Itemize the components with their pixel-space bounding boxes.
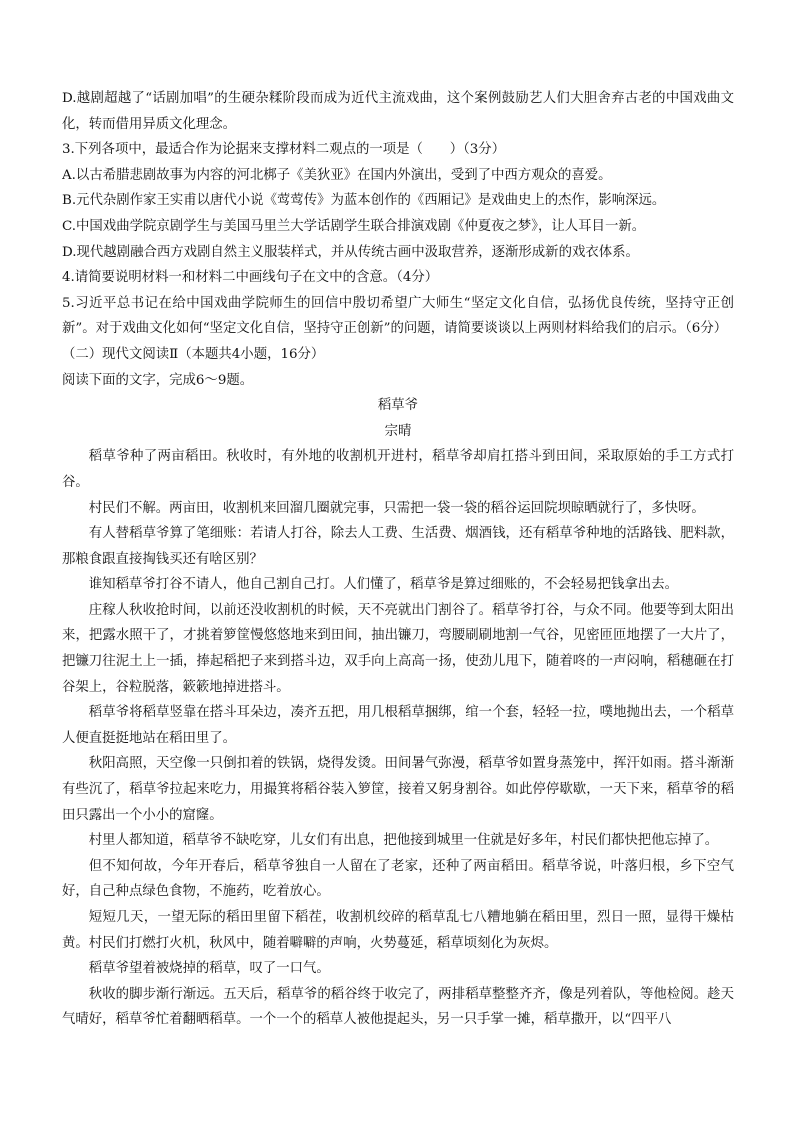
- article-paragraph: 秋收的脚步渐行渐远。五天后，稻草爷的稻谷终于收完了，两排稻草整整齐齐，像是列着队，等他检阅。趁天气晴好，稻草爷忙着翻晒稻草。一个一个的稻草人被他提起头，另一只手掌一摊，稻草撒开，以“四平八: [62, 986, 734, 1028]
- q4: 4.请简要说明材料一和材料二中画线句子在文中的含意。（4分）: [62, 270, 439, 286]
- article-paragraph: 有人替稻草爷算了笔细账：若请人打谷，除去人工费、生活费、烟酒钱，还有稻草爷种地的活路钱、肥料款，那粮食跟直接掏钱买还有啥区别？: [62, 526, 734, 567]
- q3-option-d: D.现代越剧融合西方戏剧自然主义服装样式，并从传统古画中汲取营养，逐渐形成新的戏衣体系。: [62, 244, 639, 260]
- article-paragraph: 庄稼人秋收抢时间，以前还没收割机的时候，天不亮就出门割谷了。稻草爷打谷，与众不同。他要等到太阳出来，把露水照干了，才挑着箩筐慢悠悠地来到田间，抽出镰刀，弯腰刷刷地割一气谷，见密匝匝地摆了一大片了，把镰刀往泥土上一插，捧起稻把子来到搭斗边，双手向上高高一扬，使劲儿甩下，随着咚的一声闷响，稻穗砸在打谷架上，谷粒脱落，簌簌地掉进搭斗。: [62, 602, 734, 695]
- article-paragraph: 短短几天，一望无际的稻田里留下稻茬，收割机绞碎的稻草乱七八糟地躺在稻田里，烈日一照，显得干燥枯黄。村民们打燃打火机，秋风中，随着噼噼的声响，火势蔓延，稻草顷刻化为灰烬。: [62, 910, 734, 951]
- article-paragraph: 谁知稻草爷打谷不请人，他自己割自己打。人们懂了，稻草爷是算过细账的，不会轻易把钱拿出去。: [88, 577, 678, 593]
- q3-option-c: C.中国戏曲学院京剧学生与美国马里兰大学话剧学生联合排演戏剧《仲夏夜之梦》，让人耳目一新。: [62, 218, 646, 234]
- exam-page: [62, 86, 734, 1033]
- article-paragraph: 稻草爷种了两亩稻田。秋收时，有外地的收割机开进村，稻草爷却肩扛搭斗到田间，采取原始的手工方式打谷。: [62, 449, 734, 490]
- section-instruction: 阅读下面的文字，完成6～9题。: [62, 372, 254, 388]
- article-paragraph: 稻草爷将稻草竖靠在搭斗耳朵边，凑齐五把，用几根稻草捆绑，绾一个套，轻轻一拉，噗地抛出去，一个稻草人便直挺挺地站在稻田里了。: [62, 705, 734, 746]
- article-paragraph: 村里人都知道，稻草爷不缺吃穿，儿女们有出息，把他接到城里一住就是好多年，村民们都快把他忘掉了。: [88, 833, 719, 849]
- article-author: 宗晴: [384, 423, 412, 439]
- article-title: 稻草爷: [377, 398, 419, 414]
- q5: 5.习近平总书记在给中国戏曲学院师生的回信中殷切希望广大师生“坚定文化自信，弘扬优良传统，坚持守正创新”。对于戏曲文化如何“坚定文化自信，坚持守正创新”的问题，请简要谈谈以上两则材料给我们的启示。（6分）: [62, 295, 734, 337]
- q3-stem: 3.下列各项中，最适合作为论据来支撑材料二观点的一项是（ ）（3分）: [62, 142, 506, 158]
- q2-option-d: D.越剧超越了“话剧加唱”的生硬杂糅阶段而成为近代主流戏曲，这个案例鼓励艺人们大胆舍弃古老的中国戏曲文化，转而借用异质文化理念。: [62, 91, 734, 132]
- q3-option-a: A.以古希腊悲剧故事为内容的河北梆子《美狄亚》在国内外演出，受到了中西方观众的喜爱。: [62, 167, 612, 183]
- section-heading: （二）现代文阅读Ⅱ（本题共4小题，16分）: [62, 346, 325, 362]
- article-paragraph: 村民们不解。两亩田，收割机来回溜几圈就完事，只需把一袋一袋的稻谷运回院坝晾晒就行了，多快呀。: [88, 500, 705, 516]
- article-paragraph: 但不知何故，今年开春后，稻草爷独自一人留在了老家，还种了两亩稻田。稻草爷说，叶落归根，乡下空气好，自己种点绿色食物，不施药，吃着放心。: [62, 858, 734, 900]
- article-paragraph: 秋阳高照，天空像一只倒扣着的铁锅，烧得发烫。田间暑气弥漫，稻草爷如置身蒸笼中，挥汗如雨。搭斗渐渐有些沉了，稻草爷拉起来吃力，用撮箕将稻谷装入箩筐，接着又躬身割谷。如此停停歇歇，一天下来，稻草爷的稻田只露出一个小小的窟窿。: [62, 756, 734, 823]
- q3-option-b: B.元代杂剧作家王实甫以唐代小说《莺莺传》为蓝本创作的《西厢记》是戏曲史上的杰作，影响深远。: [62, 193, 666, 209]
- article-paragraph: 稻草爷望着被烧掉的稻草，叹了一口气。: [88, 961, 330, 977]
